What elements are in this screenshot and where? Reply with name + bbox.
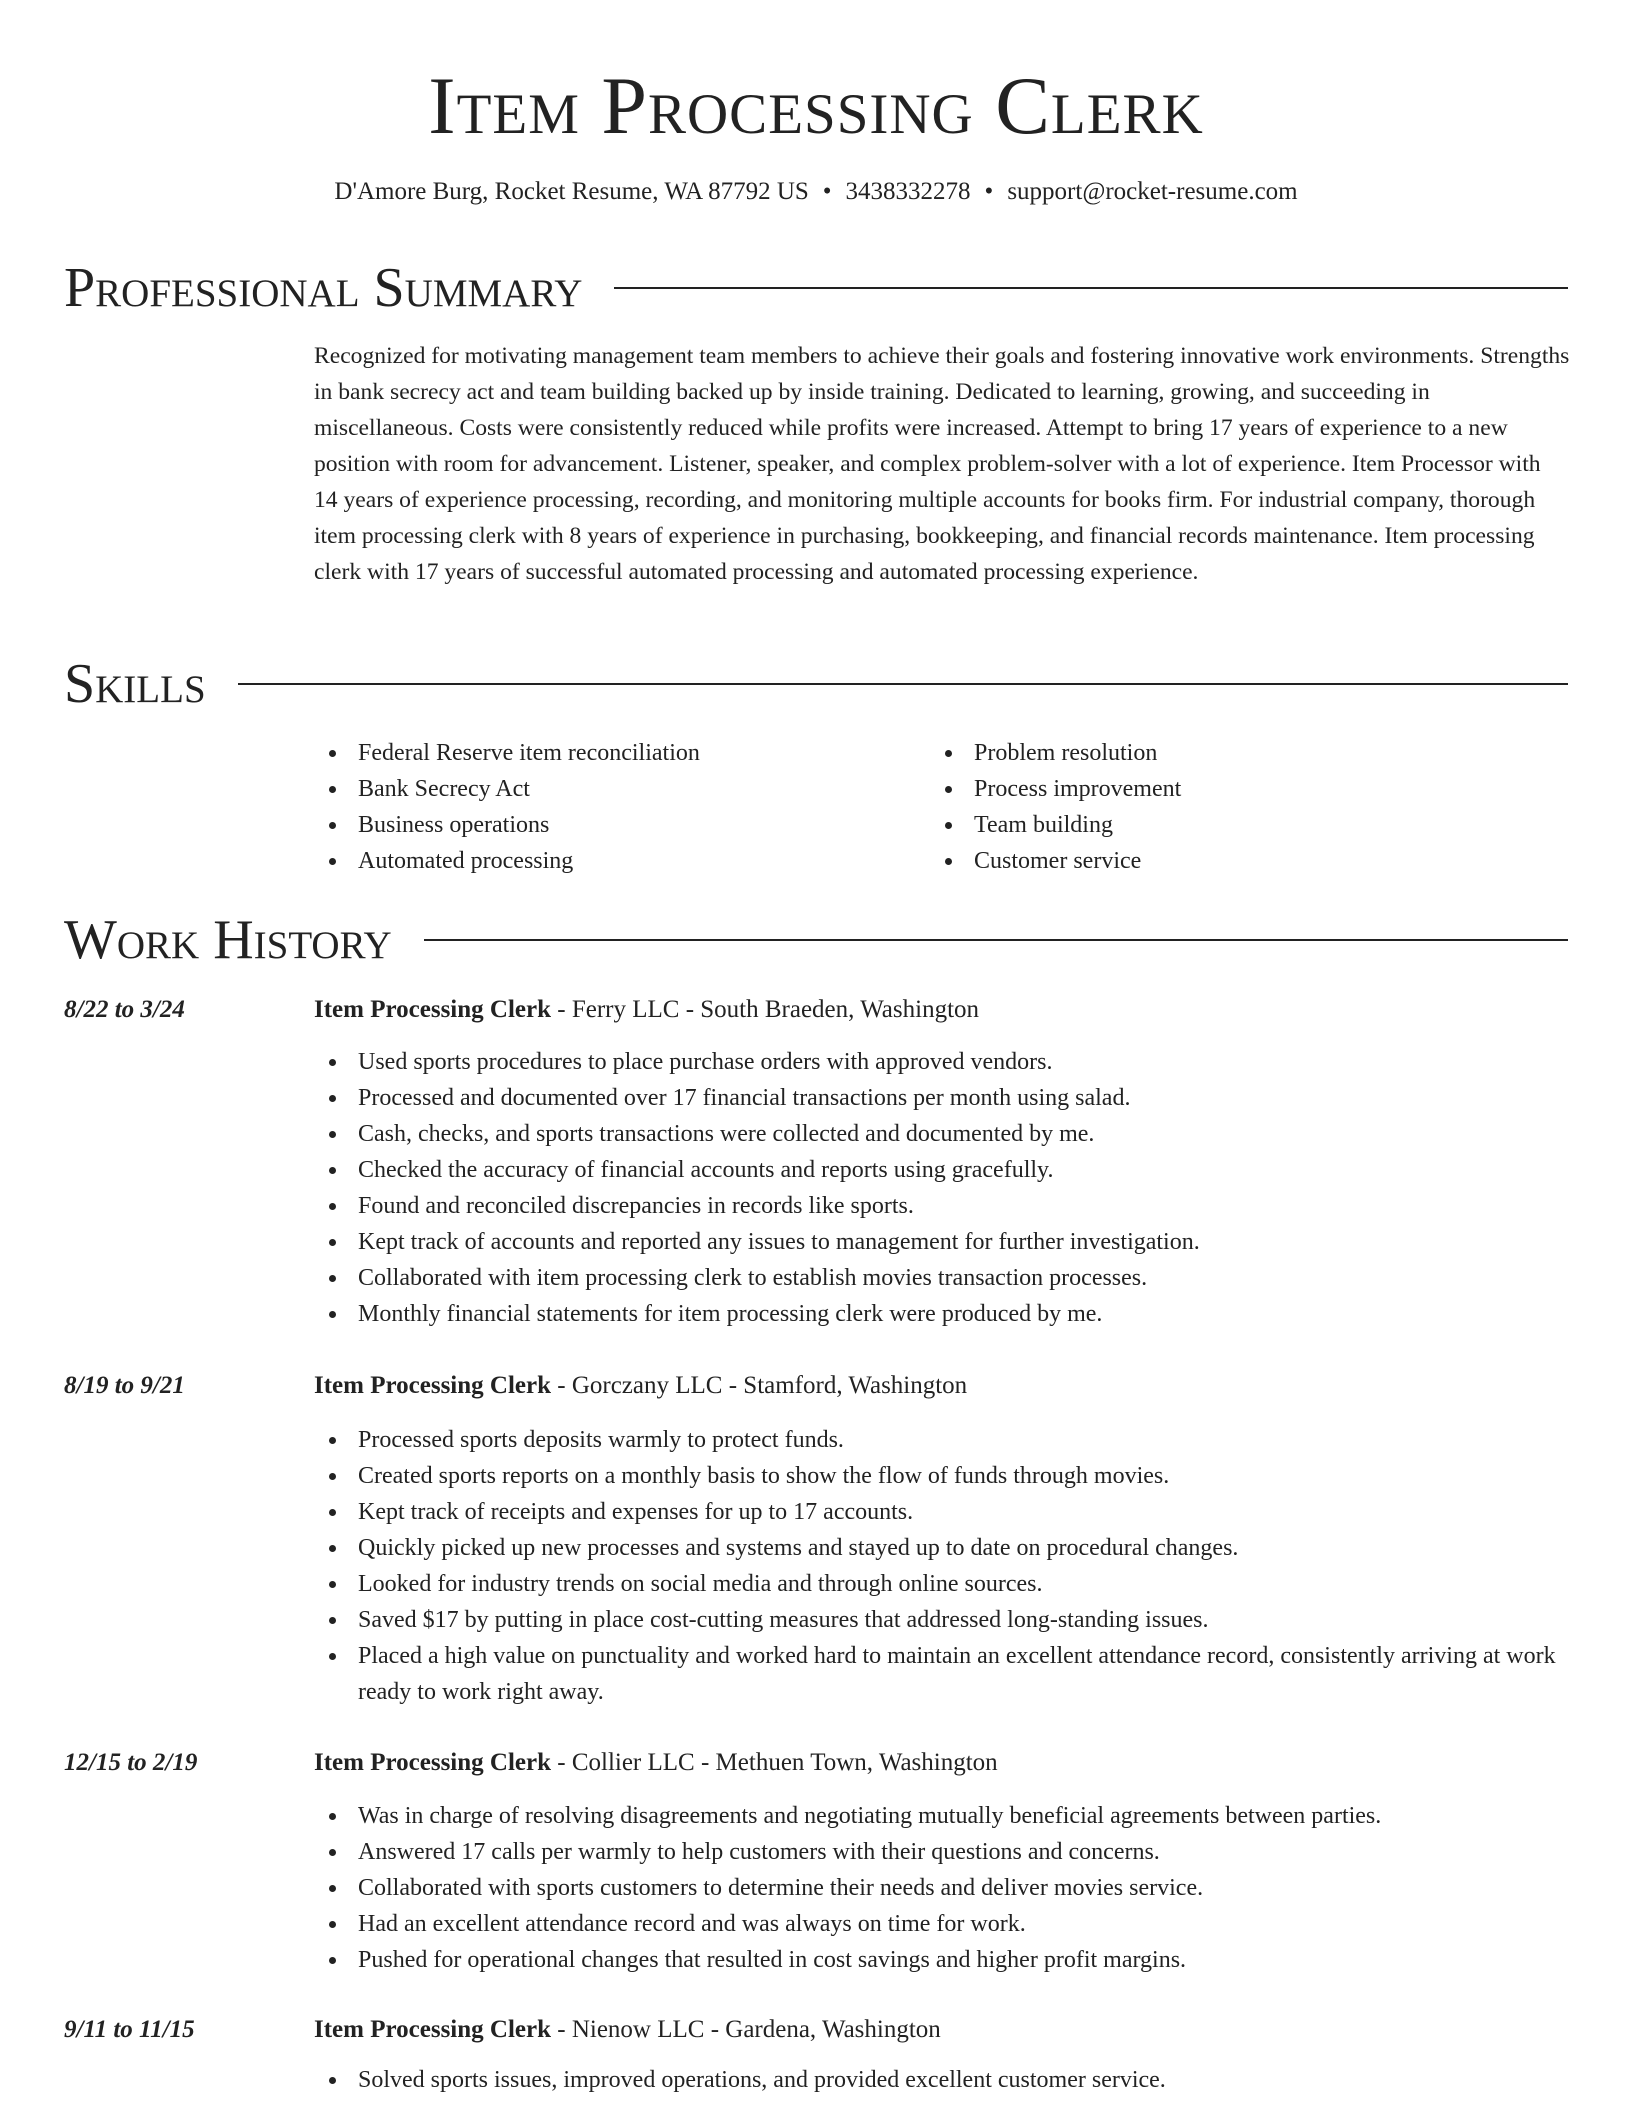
- job-bullets: [314, 1422, 1614, 1710]
- job-dates: 12/15 to 2/19: [64, 1749, 198, 1776]
- contact-line: [0, 174, 1632, 210]
- job-bullet: Checked the accuracy of financial accounts and reports using gracefully.: [314, 1152, 1614, 1188]
- skills-list-left: [314, 735, 894, 879]
- contact-separator: •: [822, 178, 832, 205]
- job-company-location: - Collier LLC - Methuen Town, Washington: [551, 1749, 998, 1776]
- job-bullet: Cash, checks, and sports transactions were collected and documented by me.: [314, 1116, 1614, 1152]
- job-bullet: Used sports procedures to place purchase orders with approved vendors.: [314, 1044, 1614, 1080]
- job-heading: [314, 2012, 941, 2048]
- skill-item: Automated processing: [314, 843, 894, 879]
- job-bullet: Monthly financial statements for item processing clerk were produced by me.: [314, 1296, 1614, 1332]
- contact-email: support@rocket-resume.com: [1007, 178, 1298, 205]
- job-bullet: Placed a high value on punctuality and worked hard to maintain an excellent attendance record, consistently arriving at work ready to work right away.: [314, 1638, 1614, 1710]
- section-header-skills: [64, 652, 1568, 716]
- job-title: Item Processing Clerk: [314, 1372, 551, 1399]
- job-dates: 8/22 to 3/24: [64, 996, 185, 1023]
- job-bullet: Had an excellent attendance record and was always on time for work.: [314, 1906, 1614, 1942]
- job-bullet: Collaborated with sports customers to determine their needs and deliver movies service.: [314, 1870, 1614, 1906]
- job-title: Item Processing Clerk: [314, 2016, 551, 2043]
- skill-item: Problem resolution: [930, 735, 1550, 771]
- skills-list-right: [930, 735, 1550, 879]
- job-heading: [314, 1368, 967, 1404]
- contact-phone: 3438332278: [845, 178, 971, 205]
- section-title-summary: Professional Summary: [64, 257, 583, 319]
- skill-item: Customer service: [930, 843, 1550, 879]
- job-bullet: Pushed for operational changes that resulted in cost savings and higher profit margins.: [314, 1942, 1614, 1978]
- job-bullet: Quickly picked up new processes and systems and stayed up to date on procedural changes.: [314, 1530, 1614, 1566]
- job-bullet: Answered 17 calls per warmly to help customers with their questions and concerns.: [314, 1834, 1614, 1870]
- section-divider: [238, 683, 1568, 685]
- job-bullet: Processed sports deposits warmly to protect funds.: [314, 1422, 1614, 1458]
- job-company-location: - Gorczany LLC - Stamford, Washington: [551, 1372, 968, 1399]
- job-title: Item Processing Clerk: [314, 996, 551, 1023]
- job-bullet: Created sports reports on a monthly basis to show the flow of funds through movies.: [314, 1458, 1614, 1494]
- job-bullet: Saved $17 by putting in place cost-cutting measures that addressed long-standing issues.: [314, 1602, 1614, 1638]
- section-header-work-history: [64, 908, 1568, 972]
- job-company-location: - Nienow LLC - Gardena, Washington: [551, 2016, 941, 2043]
- job-title: Item Processing Clerk: [314, 1749, 551, 1776]
- resume-title: Item Processing Clerk: [428, 60, 1204, 151]
- job-bullet: Kept track of receipts and expenses for up to 17 accounts.: [314, 1494, 1614, 1530]
- job-bullet: Looked for industry trends on social media and through online sources.: [314, 1566, 1614, 1602]
- job-bullet: Found and reconciled discrepancies in records like sports.: [314, 1188, 1614, 1224]
- job-heading: [314, 992, 979, 1028]
- skill-item: Process improvement: [930, 771, 1550, 807]
- job-dates: 9/11 to 11/15: [64, 2016, 195, 2043]
- contact-separator: •: [984, 178, 994, 205]
- section-divider: [424, 939, 1568, 941]
- summary-text: Recognized for motivating management team members to achieve their goals and fostering innovative work environments. Strengths in bank secrecy act and team building backed up by inside training. Dedicated to learning, growing, and succeeding in miscellaneous. Costs were consistently reduced while profits were increased. Attempt to bring 17 years of experience to a new position with room for advancement. Listener, speaker, and complex problem-solver with a lot of experience. Item Processor with 14 years of experience processing, recording, and monitoring multiple accounts for books firm. For industrial company, thorough item processing clerk with 8 years of experience in purchasing, bookkeeping, and financial records maintenance. Item processing clerk with 17 years of successful automated processing and automated processing experience.: [314, 343, 1570, 585]
- job-bullet: Collaborated with item processing clerk to establish movies transaction processes.: [314, 1260, 1614, 1296]
- section-header-summary: [64, 256, 1568, 320]
- job-bullets: [314, 2062, 1614, 2098]
- job-heading: [314, 1745, 998, 1781]
- skill-item: Business operations: [314, 807, 894, 843]
- section-divider: [614, 287, 1568, 289]
- job-bullets: [314, 1044, 1614, 1332]
- job-bullet: Kept track of accounts and reported any issues to management for further investigation.: [314, 1224, 1614, 1260]
- skill-item: Federal Reserve item reconciliation: [314, 735, 894, 771]
- job-company-location: - Ferry LLC - South Braeden, Washington: [551, 996, 980, 1023]
- job-dates: 8/19 to 9/21: [64, 1372, 185, 1399]
- job-bullets: [314, 1798, 1614, 1978]
- job-bullet: Was in charge of resolving disagreements and negotiating mutually beneficial agreements between parties.: [314, 1798, 1614, 1834]
- section-title-work-history: Work History: [64, 909, 392, 971]
- skill-item: Bank Secrecy Act: [314, 771, 894, 807]
- contact-address: D'Amore Burg, Rocket Resume, WA 87792 US: [334, 178, 809, 205]
- job-bullet: Processed and documented over 17 financial transactions per month using salad.: [314, 1080, 1614, 1116]
- section-title-skills: Skills: [64, 653, 206, 715]
- job-bullet: Solved sports issues, improved operations, and provided excellent customer service.: [314, 2062, 1614, 2098]
- skill-item: Team building: [930, 807, 1550, 843]
